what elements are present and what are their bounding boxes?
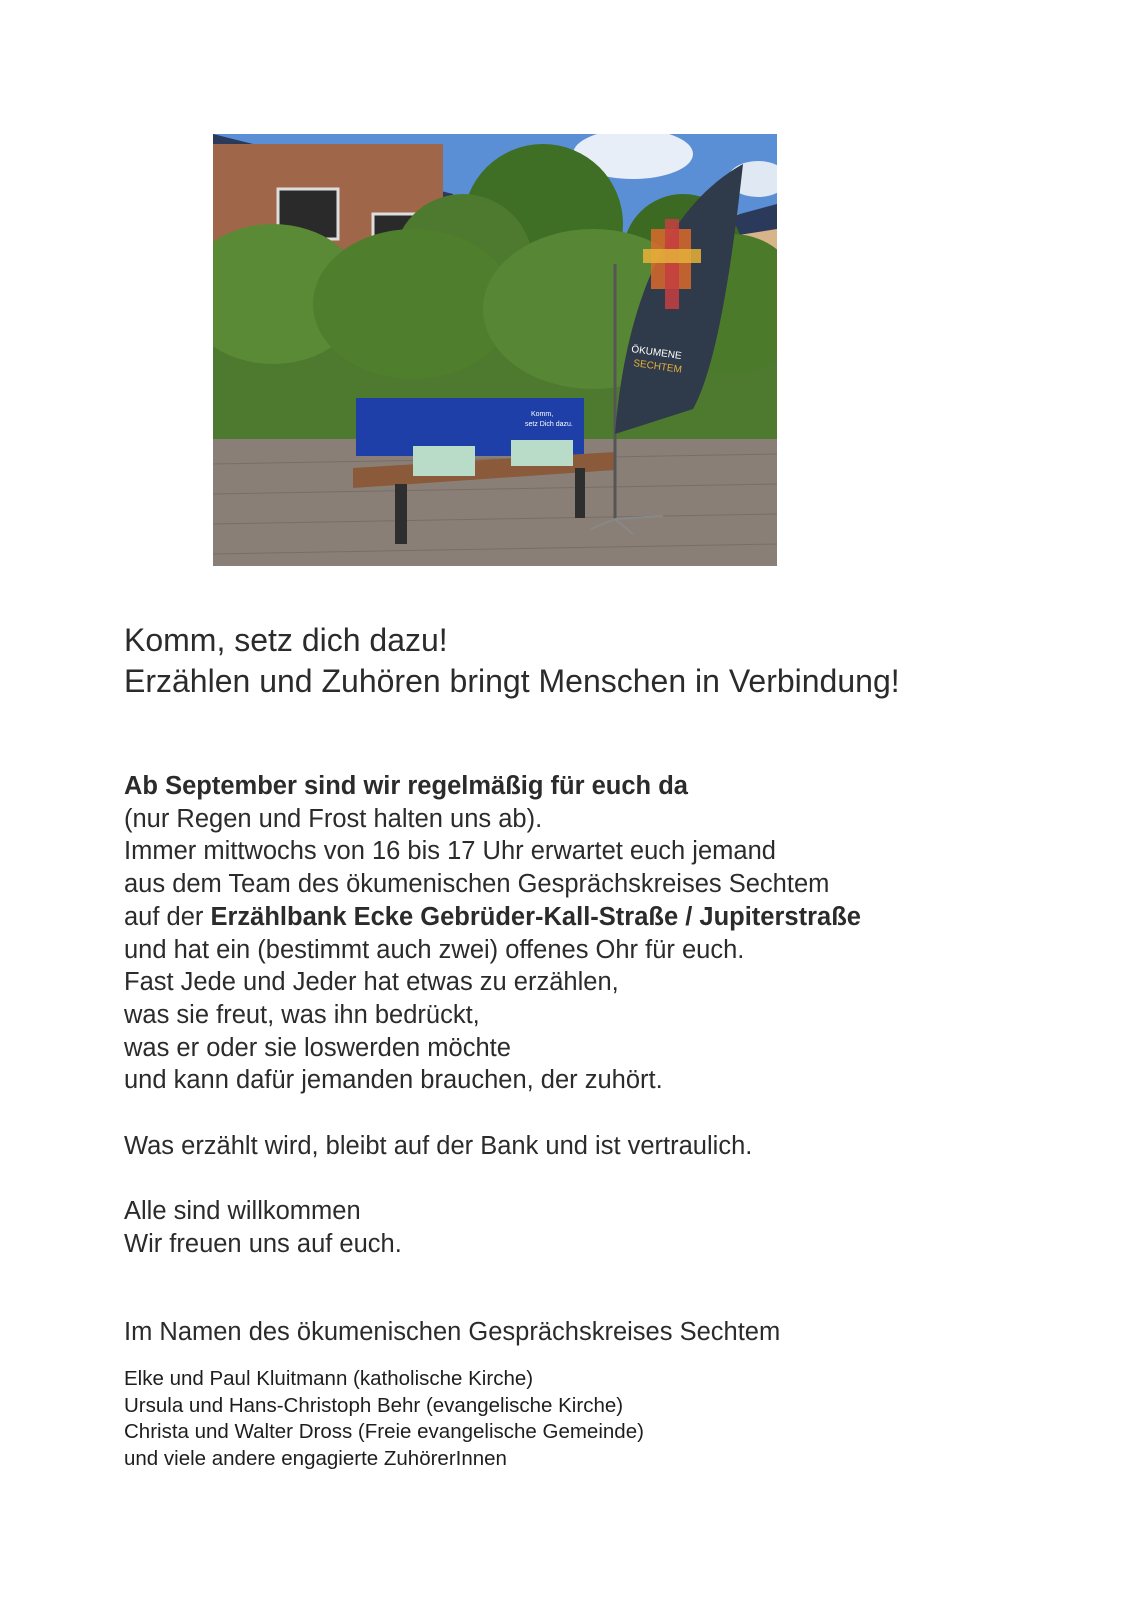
- svg-text:SECHTEM: SECHTEM: [632, 358, 683, 376]
- body-line: und hat ein (bestimmt auch zwei) offenes Ohr für euch.: [124, 935, 745, 964]
- headline-line-2: Erzählen und Zuhören bringt Menschen in Verbindung!: [124, 663, 900, 699]
- signature-names: [124, 1366, 644, 1472]
- location-prefix: auf der: [124, 902, 211, 931]
- body-text: [124, 770, 861, 1261]
- body-line: aus dem Team des ökumenischen Gesprächskreises Sechtem: [124, 870, 830, 899]
- location-line: [124, 901, 861, 934]
- body-line: was sie freut, was ihn bedrückt,: [124, 1000, 480, 1029]
- body-line: Fast Jede und Jeder hat etwas zu erzählen,: [124, 968, 619, 997]
- location-bold: Erzählbank Ecke Gebrüder-Kall-Straße / Jupiterstraße: [210, 902, 861, 931]
- signature-intro: Im Namen des ökumenischen Gesprächskreises Sechtem: [124, 1318, 781, 1346]
- signature-name: und viele andere engagierte ZuhörerInnen: [124, 1446, 507, 1470]
- confidential-line: Was erzählt wird, bleibt auf der Bank und ist vertraulich.: [124, 1131, 753, 1160]
- headline-line-1: Komm, setz dich dazu!: [124, 622, 448, 658]
- headline: [124, 620, 900, 702]
- signature-name: Ursula und Hans-Christoph Behr (evangelische Kirche): [124, 1393, 624, 1417]
- body-line: was er oder sie loswerden möchte: [124, 1033, 511, 1062]
- svg-text:Komm,: Komm,: [531, 411, 554, 418]
- body-line: Immer mittwochs von 16 bis 17 Uhr erwartet euch jemand: [124, 837, 776, 866]
- lead-text: Ab September sind wir regelmäßig für euch da: [124, 772, 688, 800]
- signature-name: Elke und Paul Kluitmann (katholische Kirche): [124, 1367, 534, 1390]
- welcome-line: Alle sind willkommen: [124, 1197, 361, 1226]
- svg-text:ÖKUMENE: ÖKUMENE: [630, 344, 683, 363]
- signature-name: Christa und Walter Dross (Freie evangelische Gemeinde): [124, 1420, 644, 1443]
- welcome-line: Wir freuen uns auf euch.: [124, 1229, 402, 1258]
- svg-text:setz Dich dazu.: setz Dich dazu.: [525, 421, 573, 428]
- body-line: und kann dafür jemanden brauchen, der zuhört.: [124, 1066, 663, 1095]
- bench-photo: [213, 134, 777, 566]
- body-line: (nur Regen und Frost halten uns ab).: [124, 804, 543, 833]
